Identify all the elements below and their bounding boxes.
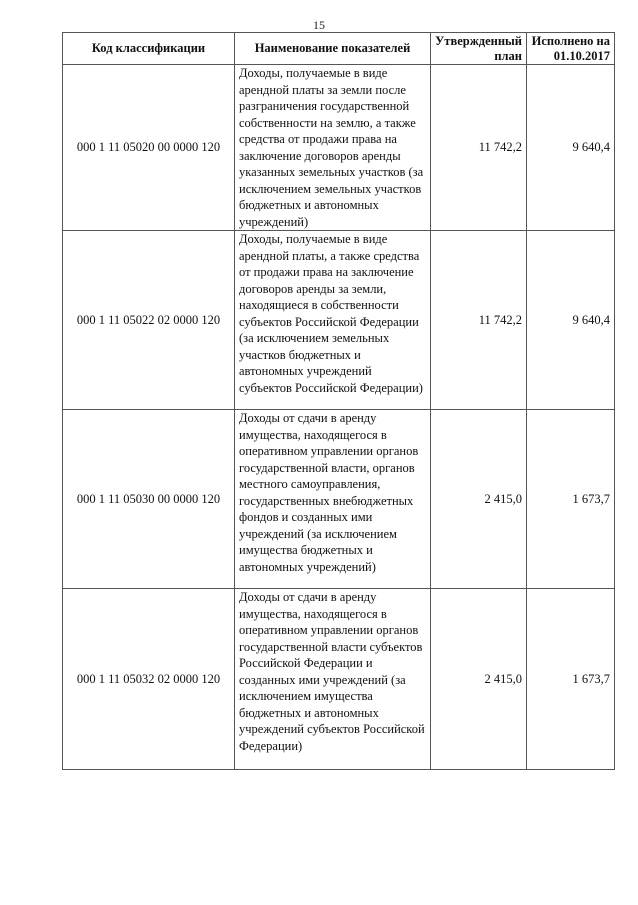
table-row bbox=[63, 589, 615, 770]
table-row bbox=[63, 231, 615, 410]
cell-name: Доходы, получаемые в виде арендной платы за земли после разграничения государственной собственности на землю, а также средства от продажи права на заключение договоров аренды указанных земельных участков (за исключением земельных участков бюджетных и автономных учреждений) bbox=[235, 65, 431, 231]
cell-code: 000 1 11 05020 00 0000 120 bbox=[63, 65, 235, 231]
cell-plan: 11 742,2 bbox=[431, 65, 527, 231]
header-code: Код классификации bbox=[63, 33, 235, 65]
table-row bbox=[63, 410, 615, 589]
cell-code: 000 1 11 05030 00 0000 120 bbox=[63, 410, 235, 589]
table-row bbox=[63, 65, 615, 231]
cell-name: Доходы от сдачи в аренду имущества, находящегося в оперативном управлении органов государственной власти субъектов Российской Федерации и созданных ими учреждений (за исключением имущества бюджетных и автономных учреждений субъектов Российской Федерации) bbox=[235, 589, 431, 770]
page-number: 15 bbox=[313, 18, 325, 32]
header-name: Наименование показателей bbox=[235, 33, 431, 65]
cell-name: Доходы, получаемые в виде арендной платы, а также средства от продажи права на заключение договоров аренды за земли, находящиеся в собственности субъектов Российской Федерации (за исключением земельных участков бюджетных и автономных учреждений субъектов Российской Федерации) bbox=[235, 231, 431, 410]
table-header-row bbox=[63, 33, 615, 65]
cell-done: 1 673,7 bbox=[527, 589, 615, 770]
cell-plan: 2 415,0 bbox=[431, 589, 527, 770]
cell-done: 9 640,4 bbox=[527, 65, 615, 231]
header-plan: Утвержденный план bbox=[431, 33, 527, 65]
cell-done: 1 673,7 bbox=[527, 410, 615, 589]
cell-code: 000 1 11 05032 02 0000 120 bbox=[63, 589, 235, 770]
budget-table bbox=[62, 32, 615, 770]
cell-plan: 2 415,0 bbox=[431, 410, 527, 589]
cell-name: Доходы от сдачи в аренду имущества, находящегося в оперативном управлении органов государственной власти, органов местного самоуправления, государственных внебюджетных фондов и созданных ими учреждений (за исключением имущества бюджетных и автономных учреждений) bbox=[235, 410, 431, 589]
cell-plan: 11 742,2 bbox=[431, 231, 527, 410]
cell-done: 9 640,4 bbox=[527, 231, 615, 410]
header-done: Исполнено на 01.10.2017 bbox=[527, 33, 615, 65]
cell-code: 000 1 11 05022 02 0000 120 bbox=[63, 231, 235, 410]
